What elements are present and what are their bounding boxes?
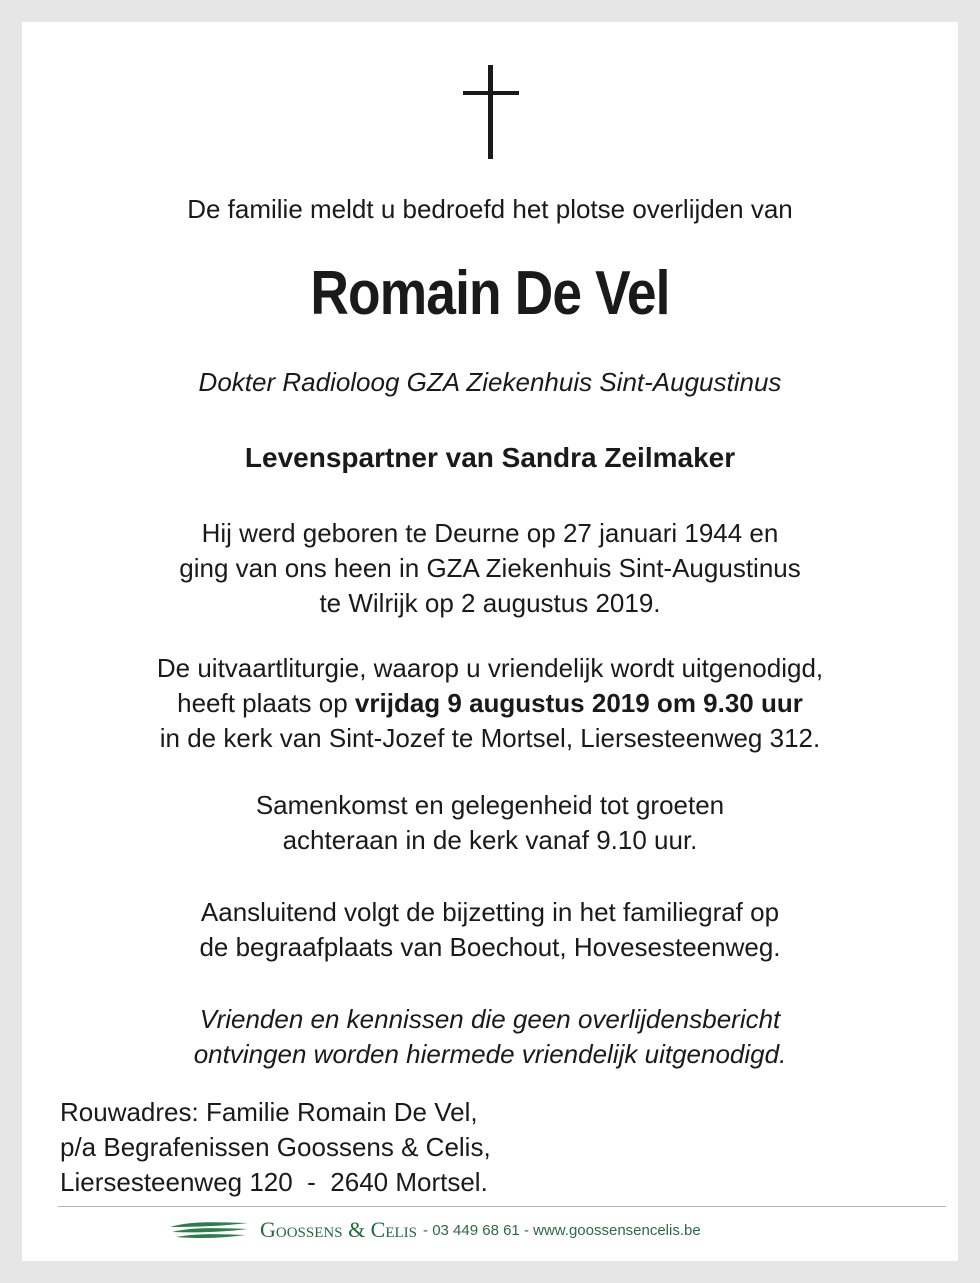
mourning-address — [60, 1095, 491, 1200]
paragraph-line: ontvingen worden hiermede vriendelijk uitgenodigd. — [193, 1039, 787, 1069]
paragraph-line: Samenkomst en gelegenheid tot groeten — [255, 790, 725, 820]
funeral-prefix: heeft plaats op — [177, 688, 355, 718]
paragraph-line: Aansluitend volgt de bijzetting in het familiegraf op — [200, 897, 780, 927]
brand-name: Goossens & Celis — [260, 1217, 418, 1242]
paragraph-line: ging van ons heen in GZA Ziekenhuis Sint-Augustinus — [179, 553, 801, 583]
gathering-paragraph — [22, 788, 958, 858]
invitation-paragraph — [22, 1002, 958, 1072]
paragraph-line: achteraan in de kerk vanaf 9.10 uur. — [282, 825, 698, 855]
paragraph-line: te Wilrijk op 2 augustus 2019. — [319, 588, 661, 618]
address-line: Liersesteenweg 120 - 2640 Mortsel. — [60, 1167, 488, 1197]
paragraph-line: Hij werd geboren te Deurne op 27 januari 1944 en — [201, 518, 779, 548]
intro-text: De familie meldt u bedroefd het plotse overlijden van — [187, 194, 793, 224]
obituary-card — [22, 22, 958, 1261]
paragraph-line — [22, 686, 958, 721]
address-line: p/a Begrafenissen Goossens & Celis, — [60, 1132, 491, 1162]
profession-title: Dokter Radioloog GZA Ziekenhuis Sint-Augustinus — [198, 367, 782, 397]
birth-death-paragraph — [22, 516, 958, 621]
partner-line: Levenspartner van Sandra Zeilmaker — [244, 442, 736, 473]
funeral-home-footer — [168, 1215, 858, 1245]
footer-divider — [58, 1206, 946, 1207]
brand-logo-icon — [168, 1219, 250, 1241]
paragraph-line: in de kerk van Sint-Jozef te Mortsel, Liersesteenweg 312. — [159, 723, 821, 753]
address-line: Rouwadres: Familie Romain De Vel, — [60, 1097, 478, 1127]
paragraph-line: Vrienden en kennissen die geen overlijdensbericht — [199, 1004, 781, 1034]
funeral-date: vrijdag 9 augustus 2019 om 9.30 uur — [354, 688, 803, 718]
deceased-name: Romain De Vel — [310, 259, 670, 328]
cross-icon — [463, 65, 519, 159]
contact-info: - 03 449 68 61 - www.goossensencelis.be — [423, 1221, 701, 1239]
funeral-paragraph — [22, 651, 958, 756]
paragraph-line: de begraafplaats van Boechout, Hovesesteenweg. — [199, 932, 781, 962]
paragraph-line: De uitvaartliturgie, waarop u vriendelijk wordt uitgenodigd, — [156, 653, 824, 683]
burial-paragraph — [22, 895, 958, 965]
